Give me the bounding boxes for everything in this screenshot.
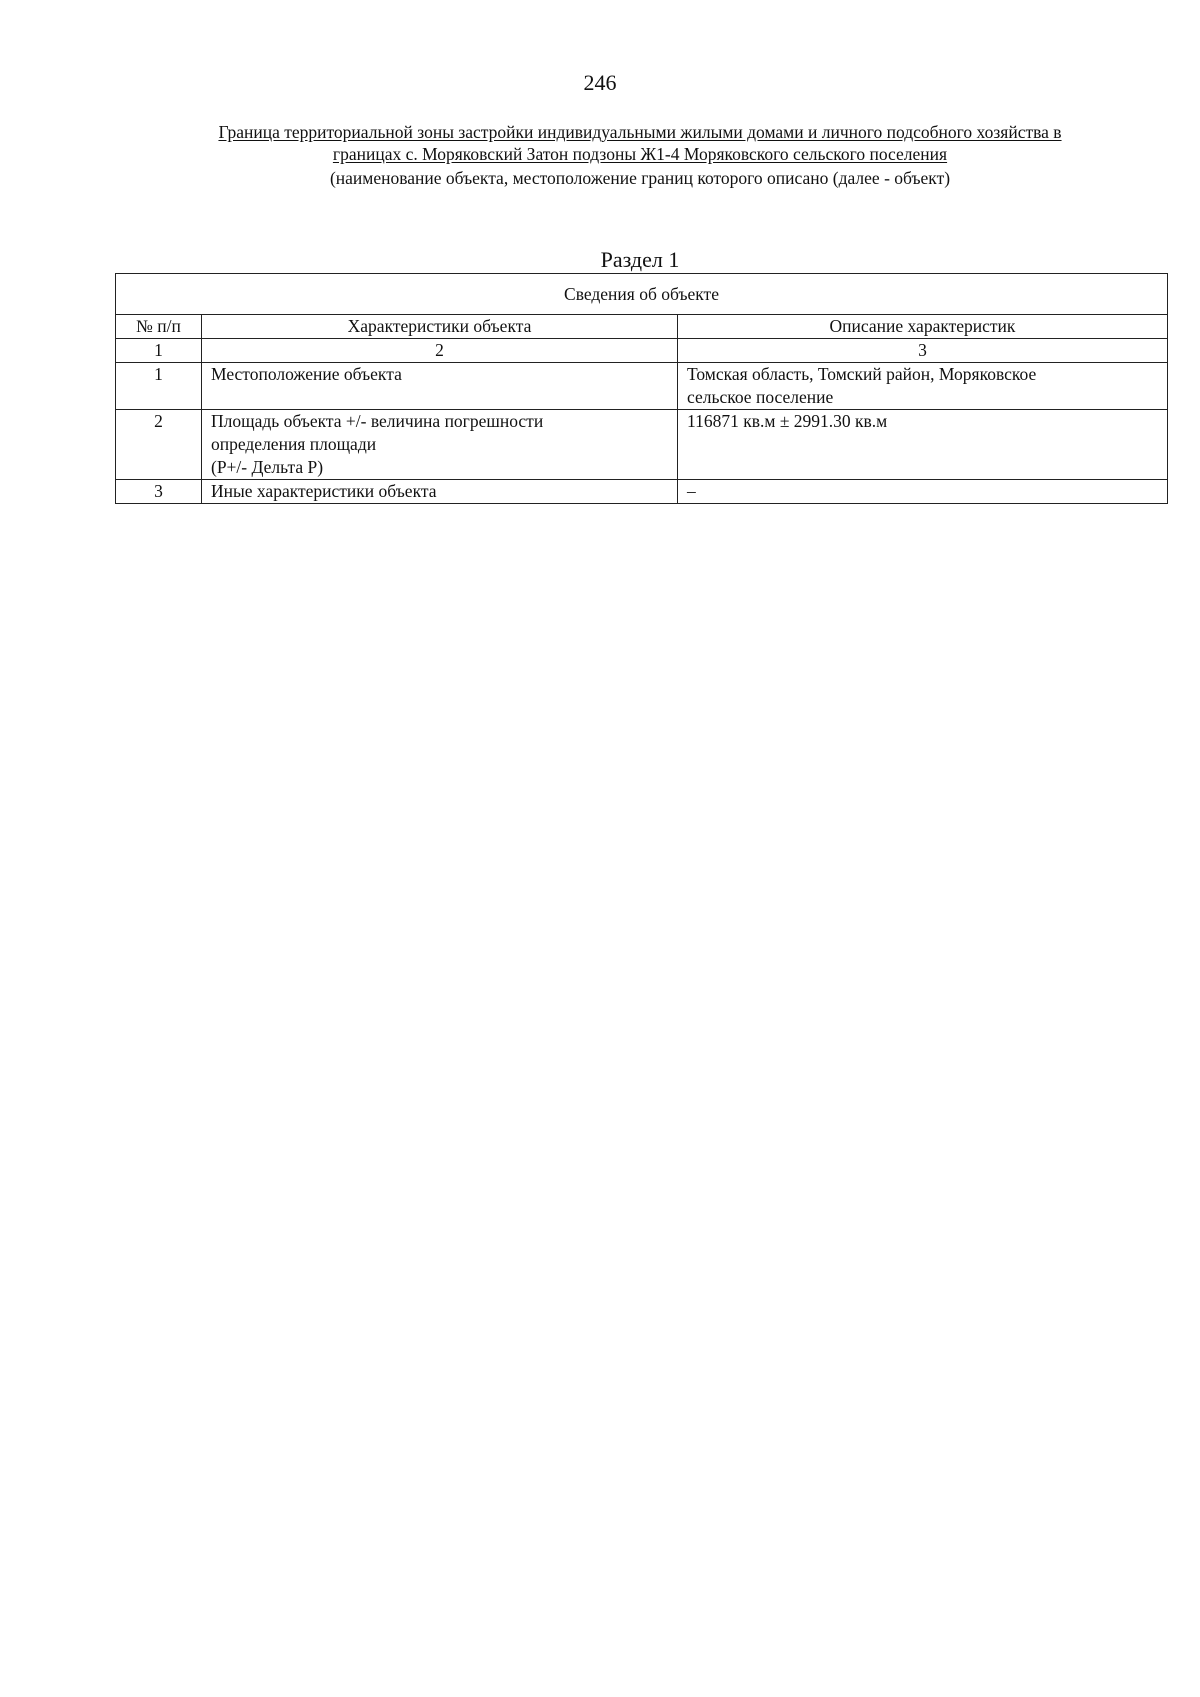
header-characteristics: Характеристики объекта [202, 315, 678, 339]
row-number: 1 [116, 363, 202, 410]
row-description-line: Томская область, Томский район, Моряковское [687, 364, 1037, 384]
row-description [678, 363, 1168, 410]
object-caption: (наименование объекта, местоположение границ которого описано (далее - объект) [329, 168, 951, 188]
table-caption: Сведения об объекте [116, 274, 1168, 315]
section-title: Раздел 1 [600, 247, 680, 272]
row-characteristic-line: определения площади [211, 434, 377, 454]
row-characteristic-line: (Р+/- Дельта Р) [211, 457, 324, 477]
header-number: № п/п [116, 315, 202, 339]
header-description: Описание характеристик [678, 315, 1168, 339]
numbering-cell: 2 [202, 339, 678, 363]
table-row [116, 363, 1168, 410]
table-numbering-row [116, 339, 1168, 363]
page-number: 246 [583, 70, 617, 95]
table-header-row [116, 315, 1168, 339]
row-description-line: 116871 кв.м ± 2991.30 кв.м [687, 411, 888, 431]
row-characteristic [202, 363, 678, 410]
row-number: 3 [116, 480, 202, 504]
object-title [140, 121, 1140, 165]
object-title-line-2: границах с. Моряковский Затон подзоны Ж1-4 Моряковского сельского поселения [332, 144, 948, 164]
row-description-line: – [687, 481, 696, 501]
row-description-line: сельское поселение [687, 387, 834, 407]
numbering-cell: 1 [116, 339, 202, 363]
table-row [116, 480, 1168, 504]
row-characteristic-line: Иные характеристики объекта [211, 481, 437, 501]
row-description [678, 410, 1168, 480]
row-description [678, 480, 1168, 504]
object-title-line-1: Граница территориальной зоны застройки индивидуальными жилыми домами и личного подсобного хозяйства в [218, 122, 1062, 142]
numbering-cell: 3 [678, 339, 1168, 363]
row-characteristic-line: Площадь объекта +/- величина погрешности [211, 411, 544, 431]
object-info-table [115, 273, 1168, 504]
row-characteristic-line: Местоположение объекта [211, 364, 402, 384]
table-row [116, 410, 1168, 480]
row-number: 2 [116, 410, 202, 480]
row-characteristic [202, 480, 678, 504]
table-caption-row [116, 274, 1168, 315]
row-characteristic [202, 410, 678, 480]
